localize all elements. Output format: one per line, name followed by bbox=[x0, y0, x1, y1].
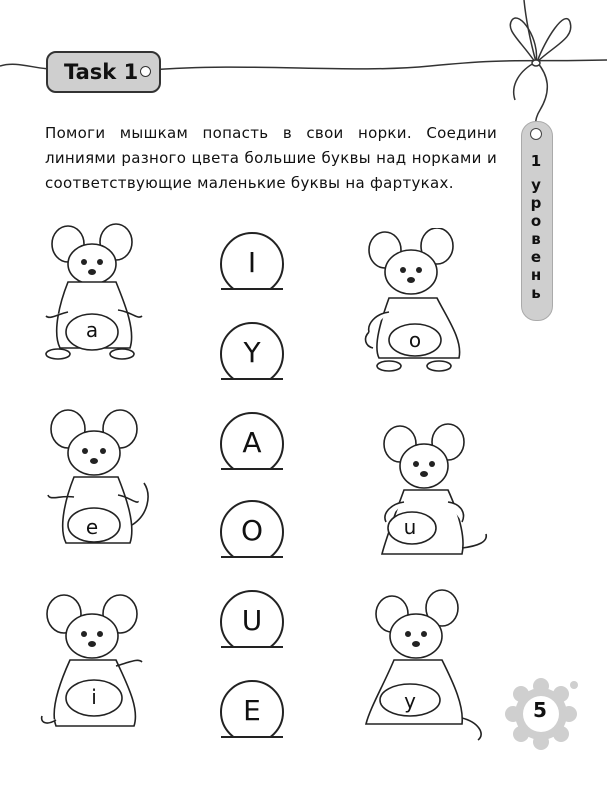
page-number: 5 bbox=[533, 698, 547, 722]
level-number: 1 bbox=[530, 152, 542, 170]
level-tag-hole bbox=[530, 128, 542, 140]
level-letter: в bbox=[531, 230, 541, 248]
apron-letter: u bbox=[403, 515, 417, 539]
task-label-text: Task 1 bbox=[64, 60, 139, 84]
apron-letter: i bbox=[91, 685, 97, 709]
level-letter: о bbox=[530, 212, 542, 230]
task-label-hole bbox=[140, 66, 151, 77]
mouse-illustration bbox=[368, 418, 493, 568]
level-letter: р bbox=[530, 194, 542, 212]
apron-letter: a bbox=[85, 318, 99, 342]
hole-letter: Y bbox=[243, 335, 261, 369]
hole-letter: E bbox=[243, 693, 261, 727]
hole-letter: A bbox=[242, 425, 262, 459]
mouse-hole[interactable] bbox=[220, 322, 284, 386]
instruction-text: Помоги мышкам попасть в свои норки. Соедини линиями разного цвета большие буквы над норками и соответствующие маленькие буквы на фартуках. bbox=[45, 124, 497, 192]
level-label bbox=[521, 152, 551, 302]
apron-letter: y bbox=[404, 689, 416, 713]
mouse-illustration bbox=[355, 228, 470, 376]
level-letter: ь bbox=[531, 284, 541, 302]
level-letter: е bbox=[530, 248, 542, 266]
hole-letter: I bbox=[247, 245, 257, 279]
mouse-hole[interactable] bbox=[220, 590, 284, 654]
mouse-hole[interactable] bbox=[220, 680, 284, 744]
apron-letter: o bbox=[408, 328, 422, 352]
apron-letter: e bbox=[85, 515, 99, 539]
hole-letter: U bbox=[241, 603, 263, 637]
mouse-hole[interactable] bbox=[220, 232, 284, 296]
mouse-hole[interactable] bbox=[220, 412, 284, 476]
hole-letter: O bbox=[240, 513, 264, 547]
mouse-illustration bbox=[362, 588, 492, 748]
level-letter: у bbox=[531, 176, 541, 194]
mouse-hole[interactable] bbox=[220, 500, 284, 564]
level-letter: н bbox=[530, 266, 542, 284]
mouse-illustration bbox=[36, 590, 158, 740]
